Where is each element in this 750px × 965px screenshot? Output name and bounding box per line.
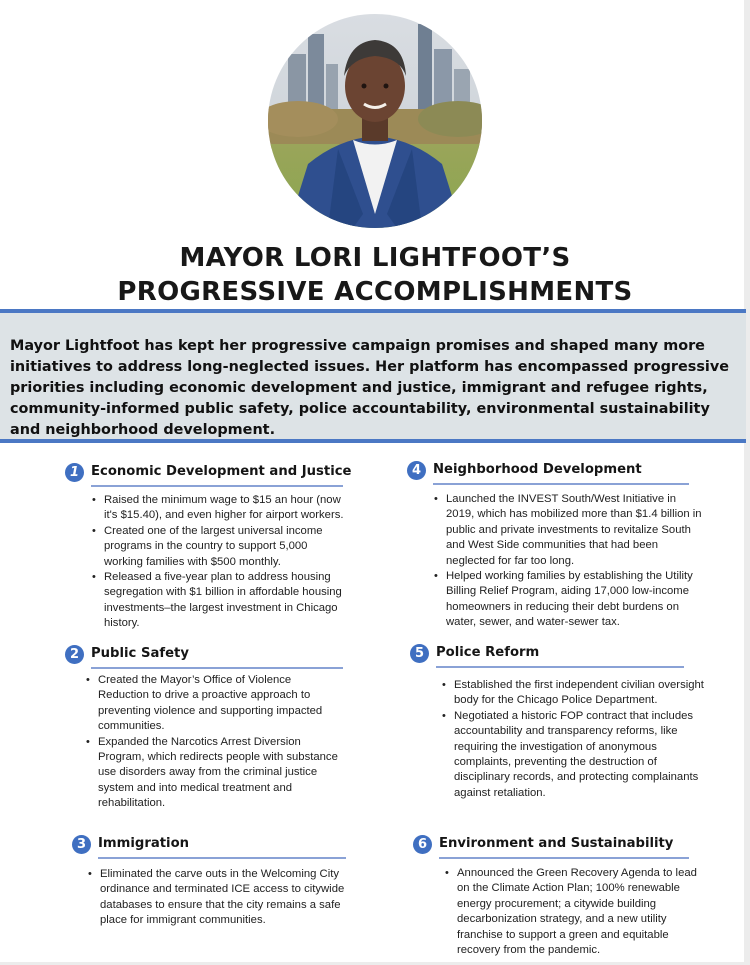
page-title-line-2: PROGRESSIVE ACCOMPLISHMENTS [117, 277, 633, 307]
section-immigration [72, 835, 352, 927]
bullet-list [84, 673, 344, 812]
bullet-list [432, 492, 702, 631]
section-underline [91, 485, 343, 487]
section-underline [98, 857, 346, 859]
section-number-badge: 1 [65, 463, 84, 482]
section-underline [91, 667, 343, 669]
bullet-list [90, 493, 346, 632]
section-number-badge: 4 [407, 461, 426, 480]
list-item: • Created the Mayor’s Office of Violence Reduction to drive a proactive approach to preventing violence and supporting impacted communities. [84, 673, 344, 735]
list-item: • Created one of the largest universal income programs in the country to support 5,000 working families with $500 monthly. [90, 524, 346, 570]
section-number-badge: 2 [65, 645, 84, 664]
section-title: Environment and Sustainability [439, 836, 674, 851]
section-title: Economic Development and Justice [91, 464, 352, 479]
list-item: • Eliminated the carve outs in the Welcoming City ordinance and terminated ICE access to citywide databases to ensure that the city remains a safe place for immigrant communities. [86, 867, 348, 929]
section-number-badge: 5 [410, 644, 429, 663]
section-police-reform [410, 644, 710, 799]
list-item: • Negotiated a historic FOP contract that includes accountability and transparency reforms, like requiring the investigation of anonymous complaints, preventing the destruction of disciplinary records, and protecting complainants against retaliation. [440, 709, 705, 801]
list-item: • Raised the minimum wage to $15 an hour (now it's $15.40), and even higher for airport workers. [90, 493, 346, 524]
intro-band [0, 309, 746, 443]
section-number-badge: 6 [413, 835, 432, 854]
list-item: • Expanded the Narcotics Arrest Diversion Program, which redirects people with substance use disorders away from the criminal justice system and into medical treatment and rehabilitation. [84, 735, 344, 812]
bullet-list [443, 866, 708, 958]
section-title: Immigration [98, 836, 190, 851]
section-number-badge: 3 [72, 835, 91, 854]
section-underline [439, 857, 689, 859]
section-title: Public Safety [91, 646, 189, 661]
list-item: • Launched the INVEST South/West Initiative in 2019, which has mobilized more than $1.4 billion in public and private investments to revitalize South and West Side communities that had been neglected for far too long. [432, 492, 702, 569]
bullet-list [86, 867, 348, 929]
list-item: • Helped working families by establishing the Utility Billing Relief Program, aiding 17,000 low-income homeowners in reducing their debt burdens on water, sewer, and water-sewer tax. [432, 569, 702, 631]
section-environment-sustainability [413, 835, 713, 957]
page-title-line-1: MAYOR LORI LIGHTFOOT’S [179, 243, 571, 273]
list-item: • Released a five-year plan to address housing segregation with $1 billion in affordable housing investments–the largest investment in Chicago history. [90, 570, 346, 632]
section-neighborhood-development [407, 461, 707, 629]
intro-paragraph: Mayor Lightfoot has kept her progressive campaign promises and shaped many more initiatives to address long-neglected issues. Her platform has encompassed progressive priorities including economic development and justice, immigrant and refugee rights, community-informed public safety, police accountability, environmental sustainability and neighborhood development. [10, 338, 729, 438]
section-public-safety [65, 645, 345, 810]
section-underline [433, 483, 689, 485]
section-title: Police Reform [436, 645, 540, 660]
section-title: Neighborhood Development [433, 462, 642, 477]
section-underline [436, 666, 684, 668]
section-economic-development [65, 463, 352, 630]
list-item: • Announced the Green Recovery Agenda to lead on the Climate Action Plan; 100% renewable energy procurement; a citywide building decarbonization strategy, and a new utility franchise to support a green and equitable recovery from the pandemic. [443, 866, 708, 958]
mayor-portrait-photo [268, 14, 482, 228]
bullet-list [440, 678, 705, 801]
list-item: • Established the first independent civilian oversight body for the Chicago Police Department. [440, 678, 705, 709]
